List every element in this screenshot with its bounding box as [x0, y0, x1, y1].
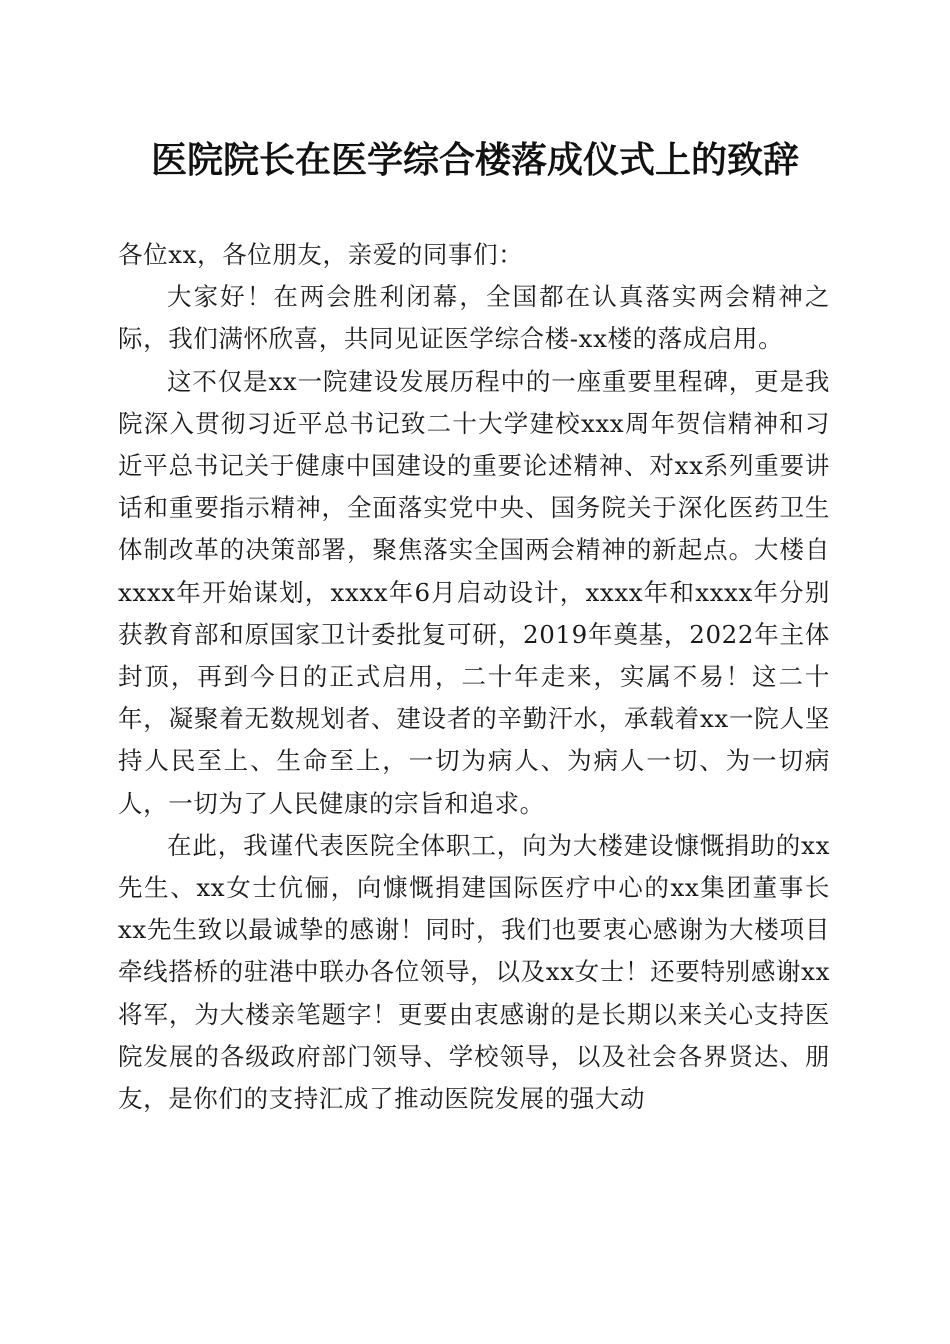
document-body — [118, 234, 830, 1120]
salutation: 各位xx，各位朋友，亲爱的同事们： — [118, 240, 524, 269]
paragraph-3: 在此，我谨代表医院全体职工，向为大楼建设慷慨捐助的xx先生、xx女士伉俪，向慷慨捐建国际医疗中心的xx集团董事长xx先生致以最诚挚的感谢！同时，我们也要衷心感谢为大楼项目牵线搭桥的驻港中联办各位领导，以及xx女士！还要特别感谢xx将军，为大楼亲笔题字！更要由衷感谢的是长期以来关心支持医院发展的各级政府部门领导、学校领导，以及社会各界贤达、朋友，是你们的支持汇成了推动医院发展的强大动 — [118, 830, 830, 1114]
paragraph-2: 这不仅是xx一院建设发展历程中的一座重要里程碑，更是我院深入贯彻习近平总书记致二十大学建校xxx周年贺信精神和习近平总书记关于健康中国建设的重要论述精神、对xx系列重要讲话和重要指示精神，全面落实党中央、国务院关于深化医药卫生体制改革的决策部署，聚焦落实全国两会精神的新起点。大楼自xxxx年开始谋划，xxxx年6月启动设计，xxxx年和xxxx年分别获教育部和原国家卫计委批复可研，2019年奠基，2022年主体封顶，再到今日的正式启用，二十年走来，实属不易！这二十年，凝聚着无数规划者、建设者的辛勤汗水，承载着xx一院人坚持人民至上、生命至上，一切为病人、为病人一切、为一切病人，一切为了人民健康的宗旨和追求。 — [118, 366, 830, 818]
paragraph-1: 大家好！在两会胜利闭幕，全国都在认真落实两会精神之际，我们满怀欣喜，共同见证医学综合楼-xx楼的落成启用。 — [118, 282, 830, 354]
document-title: 医院院长在医学综合楼落成仪式上的致辞 — [150, 139, 799, 181]
